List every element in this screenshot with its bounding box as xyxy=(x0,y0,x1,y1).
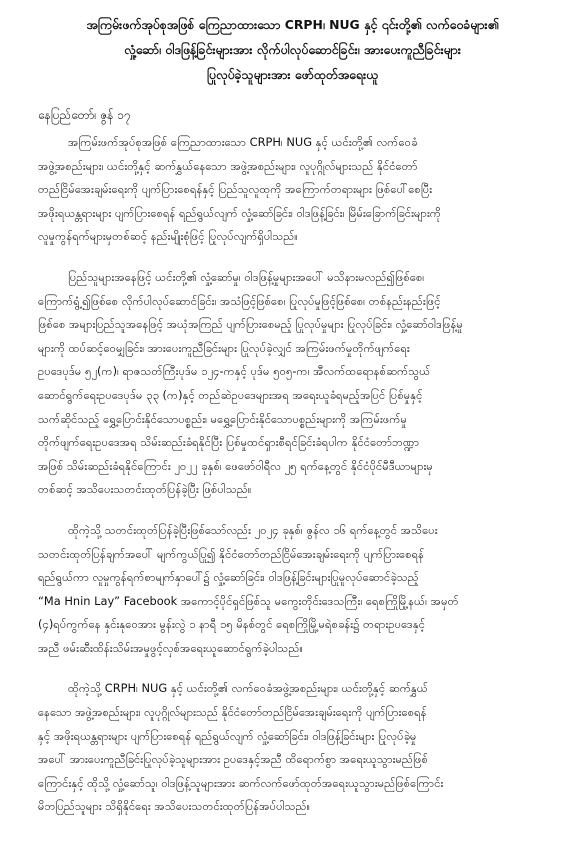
paragraph-line: ကြောက်ရွံ့၍ဖြစ်စေ လိုက်ပါလုပ်ဆောင်ခြင်း၊ အသံဖြင့်ဖြစ်စေ၊ ပြုလုပ်မှုဖြင့်ဖြစ်စေ၊ တစ်နည်းနည်းဖြင့် xyxy=(38,293,441,308)
paragraph-line: နှင့် အဖိုးရယန္တရားများ ပျက်ပြားစေရန် ရည်ရွယ်လျက် လှုံ့ဆော်ခြင်း၊ ဝါဒဖြန့်ခြင်းများ ပြုလုပ်ခဲ့မှု xyxy=(38,728,417,743)
paragraph-line: ဆောင်ရွက်ရေးဥပဒေပုဒ်မ ၃၃ (က)နှင့် တည်ဆဲဥပဒေများအရ အရေးယူခံရမည့်အပြင် ပြစ်မှုနှင့် xyxy=(38,387,423,402)
paragraph-line: သတင်းထုတ်ပြန်ချက်အပေါ် မျက်ကွယ်ပြု၍ နိုင်ငံတော်တည်ငြိမ်အေးချမ်းရေးကို ပျက်ပြားစေရန် xyxy=(38,546,425,561)
paragraph-line: လူမှုကွန်ရက်များမှတစ်ဆင့် နည်းမျိုးစုံဖြင့် ပြုလုပ်လျက်ရှိပါသည်။ xyxy=(38,229,298,244)
paragraph-line: သက်ဆိုင်သည့် ရွှေ့ပြောင်းနိုင်သောပစ္စည်း၊ မရွှေ့ပြောင်းနိုင်သောပစ္စည်းများကို အကြမ်းဖက်မှု xyxy=(38,411,408,426)
paragraph-line: တစ်ဆင့် အသိပေးသတင်းထုတ်ပြန်ခဲ့ပြီး ဖြစ်ပါသည်။ xyxy=(38,482,252,497)
paragraph-line: “Ma Hnin Lay” Facebook အကောင့်ပိုင်ရှင်ဖြစ်သူ မကွေးတိုင်းဒေသကြီး၊ ရေစကြိုမြို့နယ်၊ အမှတ် xyxy=(38,593,459,608)
paragraph-4 xyxy=(38,677,547,819)
paragraph-line: တိုက်ဖျက်ရေးဥပဒေအရ သိမ်းဆည်းခံရနိုင်ပြီး ပြစ်မှုထင်ရှားစီရင်ခြင်းခံရပါက နိုင်ငံတော်ဘဏ္ဍာ xyxy=(38,435,420,450)
paragraph-3 xyxy=(38,519,547,661)
paragraph-line: ထိုကဲ့သို့ CRPH၊ NUG နှင့် ယင်းတို့၏ လက်ဝေခံအဖွဲ့အစည်းများ၊ ယင်းတို့နှင့် ဆက်နွှယ် xyxy=(68,681,428,696)
paragraph-line: ပြည်သူများအနေဖြင့် ယင်းတို့၏ လှုံ့ဆော်မှု၊ ဝါဒဖြန့်မှုများအပေါ် မသိနားမလည်၍ဖြစ်စေ၊ xyxy=(68,269,425,284)
paragraph-line: များကို ထပ်ဆင့်ဝေမျှခြင်း၊ အားပေးကူညီခြင်းများ ပြုလုပ်ခဲ့လျှင် အကြမ်းဖက်မှုတိုက်ဖျက်ရေး xyxy=(38,340,410,355)
paragraph-line: အကြမ်းဖက်အုပ်စုအဖြစ် ကြေညာထားသော CRPH၊ NUG နှင့် ယင်းတို့၏ လက်ဝေခံ xyxy=(68,135,418,149)
paragraph-1 xyxy=(38,131,547,249)
title-line: ပြုလုပ်ခဲ့သူများအား ဖော်ထုတ်အရေးယူ xyxy=(206,67,379,82)
paragraph-line: ရည်ရွယ်ကာ လူမှုကွန်ရက်စာမျက်နှာပေါ်၌ လှုံ့ဆော်ခြင်း၊ ဝါဒဖြန့်ခြင်းများပြုမူလုပ်ဆောင်ခဲ့သည့် xyxy=(38,570,419,585)
paragraph-line: မိဘပြည်သူများ သိရှိနိုင်ရေး အသိပေးသတင်းထုတ်ပြန်အပ်ပါသည်။ xyxy=(38,799,311,814)
paragraph-line: တည်ငြိမ်အေးချမ်းရေးကို ပျက်ပြားစေရန်နှင့် ပြည်သူလူထုကို အကြောက်တရားများ ဖြစ်ပေါ်စေပြီး xyxy=(38,182,433,197)
title-line: အကြမ်းဖက်အုပ်စုအဖြစ် ကြေညာထားသော CRPH၊ NUG နှင့် ၎င်းတို့၏ လက်ဝေခံများ၏ xyxy=(86,17,499,32)
paragraph-line: အဖြစ် သိမ်းဆည်းခံရနိုင်ကြောင်း ၂၀၂၂ ခုနှစ်၊ ဖေဖော်ဝါရီလ ၂၅ ရက်နေ့တွင် နိုင်ငံပိုင်မီဒီယာများမှ xyxy=(38,458,433,473)
title-line: လှုံ့ဆော်၊ ဝါဒဖြန့်ခြင်းများအား လိုက်ပါလုပ်ဆောင်ခြင်း၊ အားပေးကူညီခြင်းများ xyxy=(124,42,461,57)
paragraph-line: (၄)ရပ်ကွက်နေ နှင်းနုဝေအား မွန်းလွဲ ၁ နာရီ ၁၅ မိနစ်တွင် ရေစကြိုမြို့မရဲစခန်း၌ တရားဥပဒေနှင့် xyxy=(38,617,426,632)
paragraph-line: အဖွဲ့အစည်းများ၊ ယင်းတို့နှင့် ဆက်နွှယ်နေသော အဖွဲ့အစည်းများ၊ လူပုဂ္ဂိုလ်များသည် နိုင်ငံတော် xyxy=(38,158,418,173)
paragraph-2 xyxy=(38,266,547,502)
paragraph-line: ကြောင်းနှင့် ထိုသို့ လှုံ့ဆော်သူ၊ ဝါဒဖြန့်သူများအား ဆက်လက်ဖော်ထုတ်အရေးယူသွားမည်ဖြစ်ကြောင်း xyxy=(38,775,444,790)
paragraph-line: အဖိုးရယန္တရားများ ပျက်ပြားစေရန် ရည်ရွယ်လျက် လှုံ့ဆော်ခြင်း၊ ဝါဒဖြန့်ခြင်း၊ မြိမ်းခြောက်ခြင်းများကို xyxy=(38,205,442,220)
page-title xyxy=(38,12,547,87)
paragraph-line: ဥပဒေပုဒ်မ ၅၂(က)၊ ရာဇသတ်ကြီးပုဒ်မ ၁၂၄-ကနှင့် ပုဒ်မ ၅၀၅-က၊ အီလက်ထရောနစ်ဆက်သွယ် xyxy=(38,364,431,379)
paragraph-line: ထိုကဲ့သို့ သတင်းထုတ်ပြန်ခဲ့ပြီးဖြစ်သော်လည်း ၂၀၂၄ ခုနှစ်၊ ဇွန်လ ၁၆ ရက်နေ့တွင် အသိပေး xyxy=(68,522,438,537)
paragraph-line: အညီ ဖမ်းဆီးထိန်းသိမ်းအမှုဖွင့်လှစ်အရေးယူဆောင်ရွက်ခဲ့ပါသည်။ xyxy=(38,640,303,655)
dateline: နေပြည်တော်၊ ဇွန် ၁၇ xyxy=(38,108,131,122)
paragraph-line: အပေါ် အားပေးကူညီခြင်းပြုလုပ်ခဲ့သူများအား ဥပဒေနှင့်အညီ ထိရောက်စွာ အရေးယူသွားမည်ဖြစ် xyxy=(38,752,428,767)
paragraph-line: ဖြစ်စေ အများပြည်သူအနေဖြင့် အယုံအကြည် ပျက်ပြားစေမည့် ပြုလုပ်မှုများ ပြုလုပ်ခြင်း၊ လှုံ့ဆော်ဝါဒဖြန့်မှု xyxy=(38,317,463,332)
paragraph-line: နေသော အဖွဲ့အစည်းများ၊ လူပုဂ္ဂိုလ်များသည် နိုင်ငံတော်တည်ငြိမ်အေးချမ်းရေးကို ပျက်ပြားစေရန် xyxy=(38,705,427,720)
